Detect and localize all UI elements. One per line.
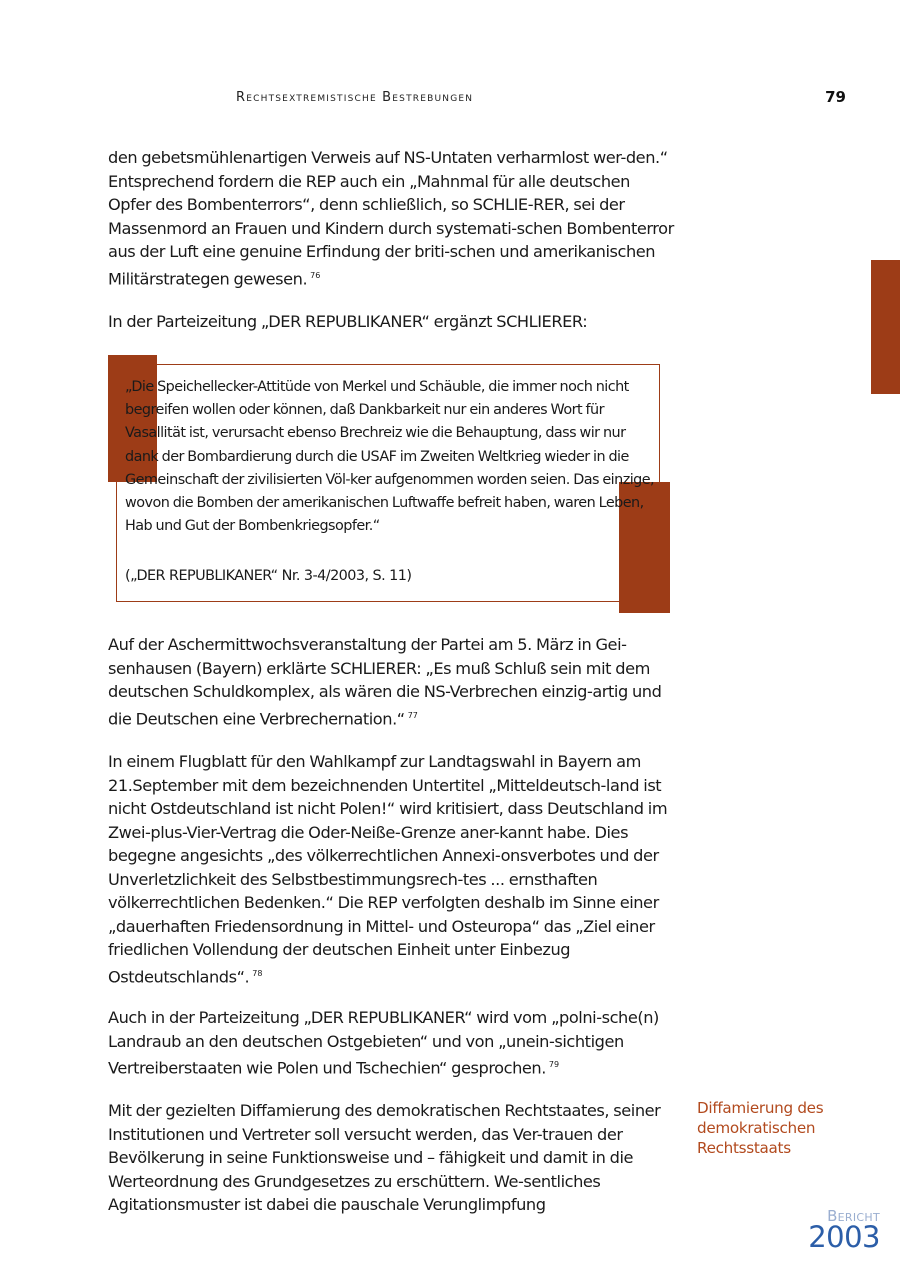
footnote-ref[interactable]: 76 (310, 270, 321, 280)
footnote-ref[interactable]: 78 (252, 968, 263, 978)
paragraph-text: den gebetsmühlenartigen Verweis auf NS-Untaten verharmlost wer-den.“ Entsprechend fordern die REP auch ein „Mahnmal für alle deutschen Opfer des Bombenterrors“, denn schließlich, so SCHLIE-RER, sei der Massenmord an Frauen und Kindern durch systemati-schen Bombenterror aus der Luft eine genuine Erfindung der briti-schen und amerikanischen Militärstrategen gewesen. (108, 148, 674, 288)
paragraph-text: Auch in der Parteizeitung „DER REPUBLIKANER“ wird vom „polni-sche(n) Landraub an den deutschen Ostgebieten“ und von „unein-sichtigen Vertreiberstaaten wie Polen und Tschechien“ gesprochen. (108, 1008, 659, 1078)
body-paragraph-1 (108, 146, 674, 290)
quote-text: „Die Speichellecker-Attitüde von Merkel und Schäuble, die immer noch nicht begreifen wollen oder können, daß Dankbarkeit nur ein anderes Wort für Vasallität ist, verursacht ebenso Brechreiz wie die Behauptung, dass wir nur dank der Bombardierung durch die USAF im Zweiten Weltkrieg wieder in die Gemeinschaft der zivilisierten Völ-ker aufgenommen worden seien. Das einzige, wovon die Bomben der amerikanischen Luftwaffe befreit haben, waren Leben, Hab und Gut der Bombenkriegsopfer.“ (125, 379, 655, 535)
body-paragraph-2: In der Parteizeitung „DER REPUBLIKANER“ ergänzt SCHLIERER: (108, 312, 588, 331)
paragraph-text: Auf der Aschermittwochsveranstaltung der Partei am 5. März in Gei-senhausen (Bayern) erklärte SCHLIERER: „Es muß Schluß sein mit dem deutschen Schuldkomplex, als wären die NS-Verbrechen einzig-artig und die Deutschen eine Verbrechernation.“ (108, 635, 662, 728)
body-paragraph-3 (108, 633, 674, 730)
chapter-tab-marker (871, 260, 900, 394)
report-logo-word: Bericht (827, 1207, 880, 1225)
page-number: 79 (825, 88, 846, 106)
report-logo-year: 2003 (808, 1220, 880, 1254)
running-header: Rechtsextremistische Bestrebungen (236, 90, 474, 105)
margin-note: Diffamierung des demokratischen Rechtsstaats (697, 1099, 824, 1157)
body-paragraph-6: Mit der gezielten Diffamierung des demokratischen Rechtstaates, seiner Institutionen und Vertreter soll versucht werden, das Ver-trauen der Bevölkerung in seine Funktionsweise und – fähigkeit und damit in die Werteordnung des Grundgesetzes zu erschüttern. We-sentliches Agitationsmuster ist dabei die pauschale Verunglimpfung (108, 1101, 661, 1214)
body-paragraph-4 (108, 750, 674, 988)
paragraph-text: In einem Flugblatt für den Wahlkampf zur Landtagswahl in Bayern am 21.September mit dem bezeichnenden Untertitel „Mitteldeutsch-land ist nicht Ostdeutschland ist nicht Polen!“ wird kritisiert, dass Deutschland im Zwei-plus-Vier-Vertrag die Oder-Neiße-Grenze aner-kannt habe. Dies begegne angesichts „des völkerrechtlichen Annexi-onsverbotes und der Unverletzlichkeit des Selbstbestimmungsrech-tes ... ernsthaften völkerrechtlichen Bedenken.“ Die REP verfolgten deshalb im Sinne einer „dauerhaften Friedensordnung in Mittel- und Osteuropa“ das „Ziel einer friedlichen Vollendung der deutschen Einheit unter Einbezug Ostdeutschlands“. (108, 752, 668, 986)
footnote-ref[interactable]: 77 (407, 710, 418, 720)
body-paragraph-5 (108, 1006, 674, 1080)
footnote-ref[interactable]: 79 (548, 1060, 560, 1069)
quote-source: („DER REPUBLIKANER“ Nr. 3-4/2003, S. 11) (125, 568, 412, 584)
